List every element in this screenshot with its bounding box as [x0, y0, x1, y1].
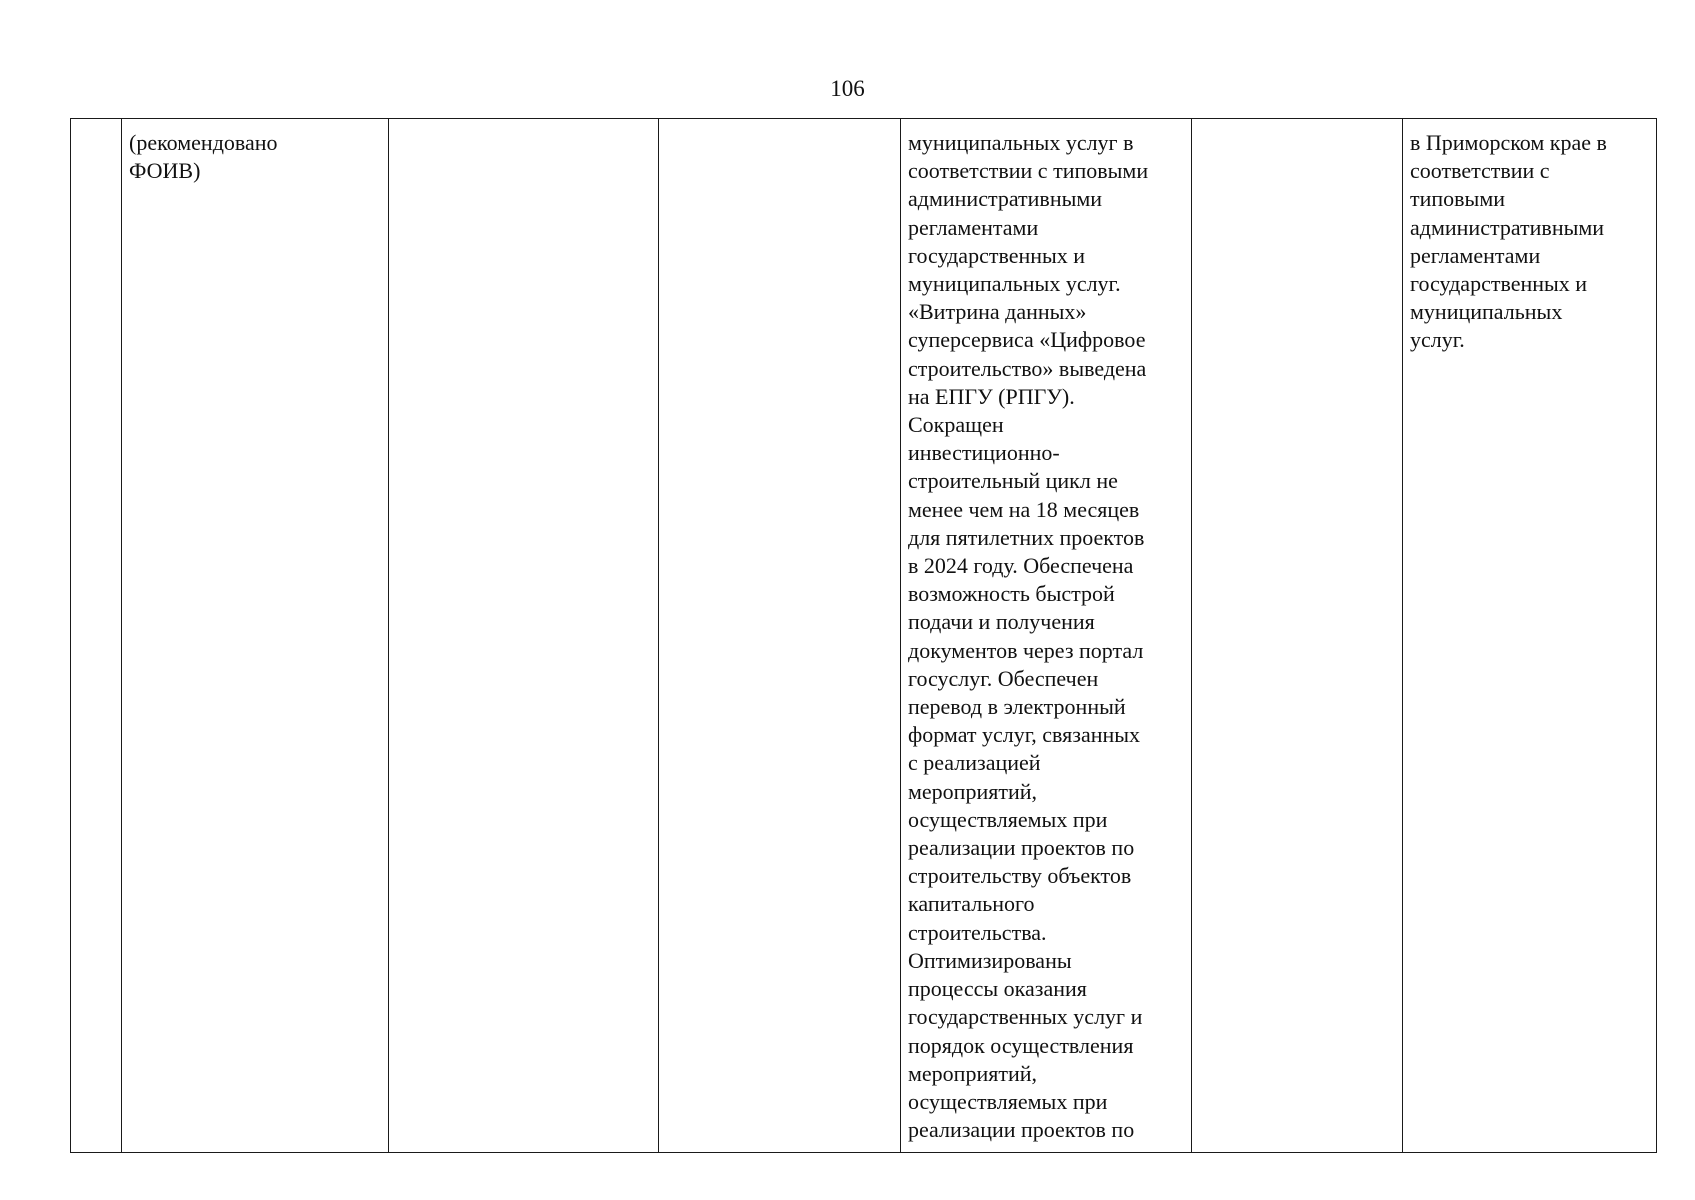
page-number: 106	[830, 76, 865, 101]
table-cell-result: муниципальных услуг в соответствии с типовыми административными регламентами государственных и муниципальных услуг. «Витрина данных» суперсервиса «Цифровое строительство» выведена на ЕПГУ (РПГУ). Сокращен инвестиционно- строительный цикл не менее чем на 18 месяцев для пятилетних проектов в 2024 году. Обеспечена возможность быстрой подачи и получения документов через портал госуслуг. Обеспечен перевод в электронный формат услуг, связанных с реализацией мероприятий, осуществляемых при реализации проектов по строительству объектов капитального строительства. Оптимизированы процессы оказания государственных услуг и порядок осуществления мероприятий, осуществляемых при реализации проектов по	[901, 119, 1192, 1153]
table-cell-notes: в Приморском крае в соответствии с типовыми административными регламентами государственных и муниципальных услуг.	[1403, 119, 1657, 1153]
table-cell-3	[389, 119, 659, 1153]
table-cell-6	[1192, 119, 1403, 1153]
table-row	[71, 119, 1657, 1153]
document-table	[70, 118, 1657, 1153]
table-cell-responsible: (рекомендовано ФОИВ)	[122, 119, 389, 1153]
table-cell-4	[659, 119, 901, 1153]
table-cell-number	[71, 119, 122, 1153]
